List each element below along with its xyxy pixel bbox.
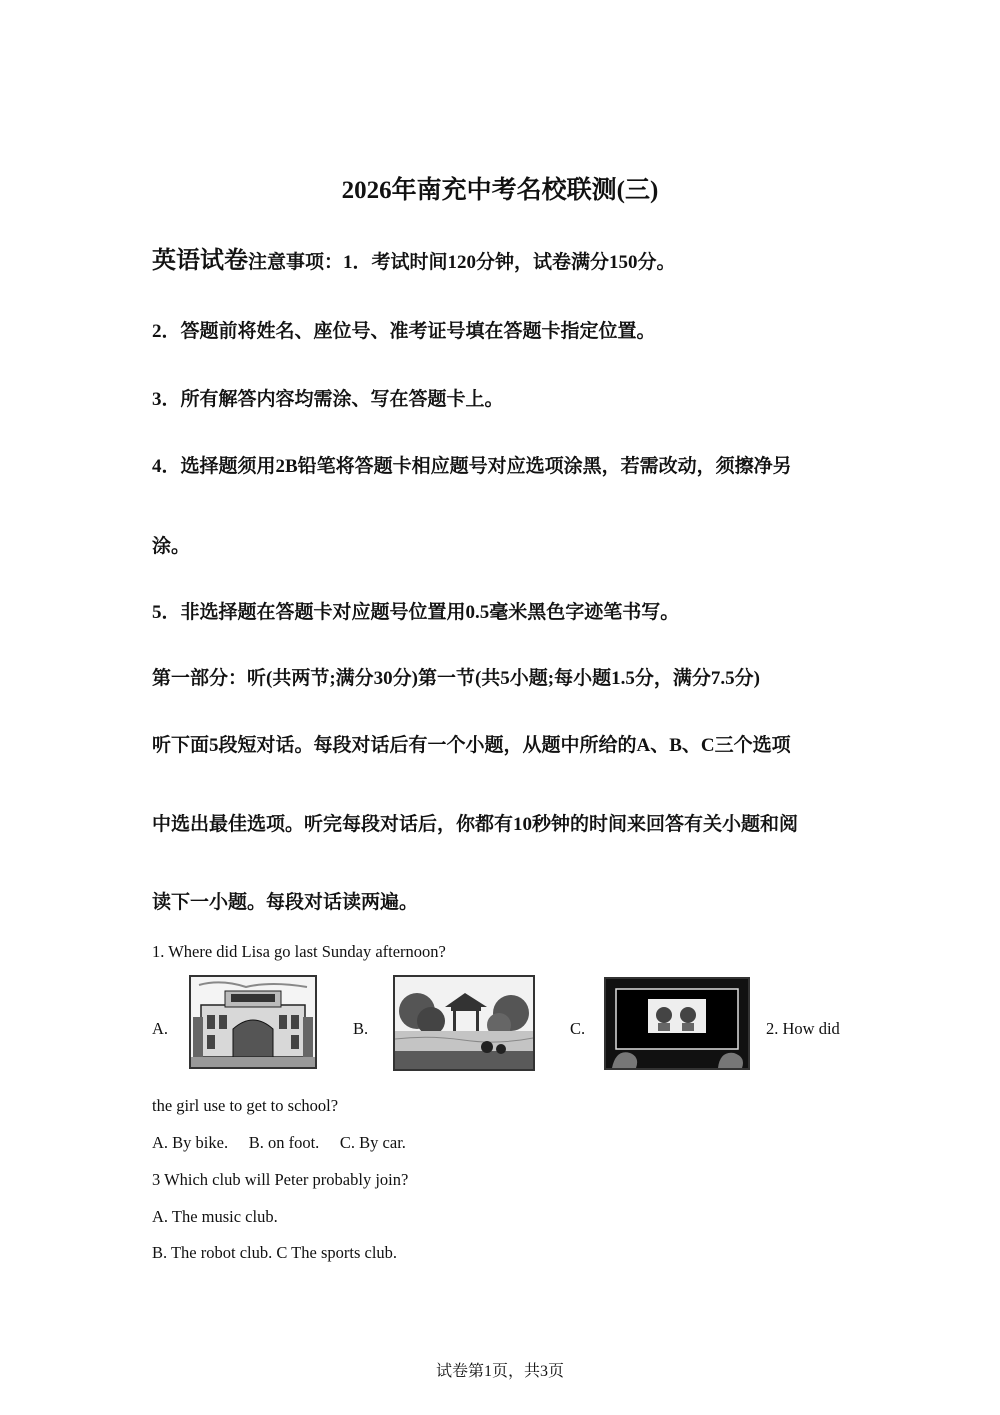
question-1-stem: 1. Where did Lisa go last Sunday afternoon? bbox=[152, 942, 446, 961]
question-2-stem-end: the girl use to get to school? bbox=[152, 1096, 339, 1115]
notice-item: 3．所有解答内容均需涂、写在答题卡上。 bbox=[152, 389, 504, 410]
header-line bbox=[152, 240, 676, 275]
notice-item: 涂。 bbox=[152, 536, 191, 557]
building-picture bbox=[189, 975, 317, 1069]
notice-item: 2．答题前将姓名、座位号、准考证号填在答题卡指定位置。 bbox=[152, 321, 656, 342]
q1-option-a-label: A. bbox=[152, 1019, 169, 1038]
instruction-line: 读下一小题。每段对话读两遍。 bbox=[152, 892, 419, 913]
page-title: 2026年南充中考名校联测(三) bbox=[341, 177, 659, 204]
question-2-stem-start: 2. How did bbox=[766, 1019, 840, 1038]
notice-item: 5．非选择题在答题卡对应题号位置用0.5毫米黑色字迹笔书写。 bbox=[152, 602, 680, 623]
part1-heading: 第一部分：听(共两节;满分30分)第一节(共5小题;每小题1.5分，满分7.5分) bbox=[152, 668, 760, 689]
question-3-options-bc: B. The robot club. C The sports club. bbox=[152, 1243, 398, 1262]
page-footer: 试卷第1页，共3页 bbox=[435, 1363, 564, 1380]
question-3-stem: 3 Which club will Peter probably join? bbox=[152, 1170, 409, 1189]
question-3-option-a: A. The music club. bbox=[152, 1207, 278, 1226]
park-pavilion-picture bbox=[393, 975, 535, 1071]
subject-label: 英语试卷 bbox=[152, 248, 248, 274]
notice-item: 4．选择题须用2B铅笔将答题卡相应题号对应选项涂黑，若需改动，须擦净另 bbox=[152, 456, 792, 477]
instruction-line: 中选出最佳选项。听完每段对话后，你都有10秒钟的时间来回答有关小题和阅 bbox=[152, 814, 799, 835]
cinema-screen-picture bbox=[604, 977, 750, 1070]
q1-option-b-label: B. bbox=[353, 1019, 369, 1038]
notice-header: 注意事项：1．考试时间120分钟，试卷满分150分。 bbox=[248, 252, 676, 273]
instruction-line: 听下面5段短对话。每段对话后有一个小题，从题中所给的A、B、C三个选项 bbox=[152, 735, 791, 756]
q1-option-c-label: C. bbox=[570, 1019, 586, 1038]
question-2-options: A. By bike. B. on foot. C. By car. bbox=[152, 1133, 406, 1152]
